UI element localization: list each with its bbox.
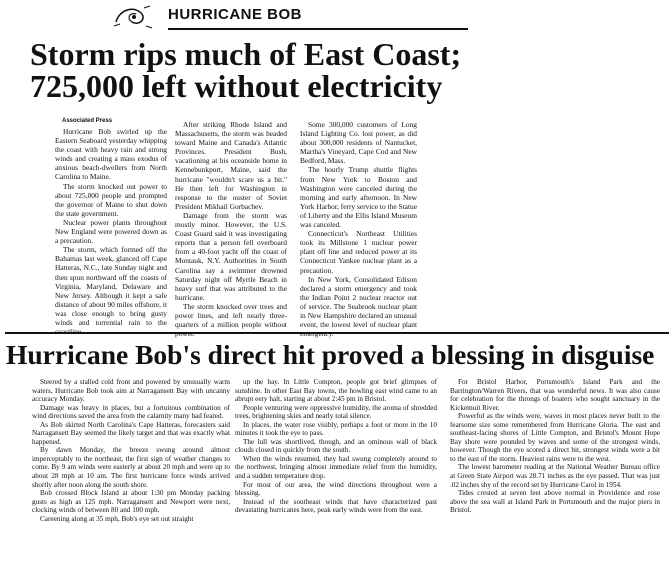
paragraph: Steered by a stalled cold front and powered by unusually warm waters, Hurricane Bob took aim at Narragansett Bay with uncanny accuracy Monday. [32,378,230,404]
headline-line-2: 725,000 left without electricity [30,68,443,104]
hurricane-icon [112,2,154,30]
paragraph: The storm knocked out power to about 725,000 people and prompted the governor of Maine to shut down the state government. [55,181,167,218]
story1-column-2 [175,120,287,338]
section-kicker: HURRICANE BOB [168,6,302,23]
paragraph: The lull was shortlived, though, and an ominous wall of black clouds closed in quickly from the south. [235,437,437,455]
paragraph: In places, the water rose visibly, perhaps a foot or more in the 10 minutes it took the eye to pass. [235,420,437,438]
paragraph: Careening along at 35 mph, Bob's eye set out straight [40,514,194,523]
paragraph: Damage was heavy in places, but a fortuitous combination of wind directions saved the area from the calamity many had feared. [32,403,230,421]
paragraph: Damage from the storm was mostly minor. However, the U.S. Coast Guard said it was investigating reports that a person fell overboard from a 40-foot yacht off the coast of Montauk, N.Y. Authorities in South Carolina say a swimmer drowned Saturday night off Myrtle Beach in heavy surf that was attributed to the hurricane. [175,210,287,302]
kicker-rule [168,28,468,30]
headline-line-1: Storm rips much of East Coast; [30,36,462,72]
headline-blessing: Hurricane Bob's direct hit proved a blessing in disguise [6,339,655,370]
story2-column-3 [450,378,660,515]
byline: Associated Press [62,118,113,124]
story2-column-2 [235,378,437,515]
paragraph: Bob crossed Block Island at about 1:30 pm Monday packing gusts as high as 125 mph. Narragansett and Newport were next, clocking winds of between 80 and 100 mph. [32,489,230,515]
paragraph: For most of our area, the wind directions throughout were a blessing. [235,480,437,498]
paragraph: When the winds resumed, they had swung completely around to the northwest, bringing almost immediate relief from the humidity, and a sudden temperature drop. [235,454,437,481]
paragraph: Some 300,000 customers of Long Island Lighting Co. lost power, as did about 300,000 residents of Nantucket, Martha's Vineyard, Cape Cod and New Bedford, Mass. [300,120,417,166]
paragraph: Powerful as the winds were, waves in most places never built to the fearsome size some remembered from Hurricane Gloria. The east and southeast-facing shores of Little Compton, and Bristol's Mount Hope Bay shore were pounded by waves and some of the strongest winds, however. Though the eye scored a direct hit, strongest winds were a bit to the east of the storm. Heaviest rains were to the west. [450,412,660,463]
story2-column-1 [32,378,230,523]
story1-column-1 [55,127,167,336]
story-divider [5,332,669,334]
paragraph: The hourly Trump shuttle flights from New York to Boston and Washington were canceled during the morning and early afternoon. In New York Harbor, ferry service to the Statue of Liberty and the Ellis Island Museum was canceled. [300,165,417,230]
paragraph: Tides crested at seven feet above normal in Providence and rose above the sea wall at Island Park in Portsmouth and the major piers in Bristol. [450,489,660,515]
headline [30,38,670,102]
paragraph: By dawn Monday, the breeze swung around almost imperceptably to the northeast, the first sign of weather changes to come. By 9 am winds were easterly at about 20 mph and were up to about 28 mph at 10 am. The first hurricane force winds arrived shortly after noon along the south shore. [32,446,230,489]
paragraph: As Bob skirted North Carolina's Cape Hatteras, forecasters said Narragansett Bay seemed the likely target and that was exactly what happened. [32,420,230,446]
paragraph: The lowest barometer reading at the National Weather Bureau office at Green State Airport was 28.71 inches as the eye passed. That was just .02 inches shy of the record set by Hurricane Carol in 1954. [450,463,660,489]
paragraph: up the bay. In Little Compton, people got brief glimpses of sunshine. In other East Bay towns, the howling east wind came to an abrupt eery halt, starting at about 2:45 pm in Bristol. [235,378,437,404]
paragraph: In New York, Consolidated Edison declared a storm emergency and took the Indian Point 2 nuclear reactor out of service. The Seabrook nuclear plant in New Hampshire declared an unusual event, the lowest level of nuclear plant [300,274,417,330]
paragraph: People venturing were oppressive humidity, the aroma of shredded trees, brightening skies and nearly total silence. [235,403,437,421]
paragraph: Instead of the southeast winds that have characterized past devastating hurricanes here, peak early winds were from the east. [235,497,437,515]
paragraph: For Bristol Harbor, Portsmouth's Island Park and the Barrington/Warren Rivers, that was wonderful news. It was also cause for celebration for the throngs of boaters who sought sanctuary in the Kickemuit River. [450,378,660,412]
paragraph: The storm, which formed off the Bahamas last week, glanced off Cape Hatteras, N.C., late Sunday night and then spun northward off the coasts of Virginia, Maryland, Delaware and New Jersey. Although it kept a safe distance of about 90 miles offshore, it was close enough to bring gusty winds and torrential rain to the [55,245,167,327]
paragraph: Nuclear power plants throughout New England were powered down as a precaution. [55,217,167,246]
story1-column-3 [300,120,417,338]
paragraph: The storm knocked over trees and power lines, and left nearly three-quarters of a million people without [175,301,287,330]
paragraph: Connecticut's Northeast Utilities took its Millstone 1 nuclear power plant off line and reduced power at its Connecticut Yankee nuclear plant as a precaution. [300,229,417,275]
paragraph: Hurricane Bob swirled up the Eastern Seaboard yesterday whipping the coast with heavy rain and strong winds and creating a mass exodus of anxious beach-dwellers from North Carolina to Maine. [55,127,167,182]
paragraph: After striking Rhode Island and Massachusetts, the storm was headed toward Maine and Canada's Atlantic Provinces. President Bush, vacationing at his oceanside home in Kennebunkport, Maine, said the hurricane "wouldn't scare us a bit." He then left for Washington in response to the ouster of Soviet President Mikhail Gorbachev. [175,120,287,211]
